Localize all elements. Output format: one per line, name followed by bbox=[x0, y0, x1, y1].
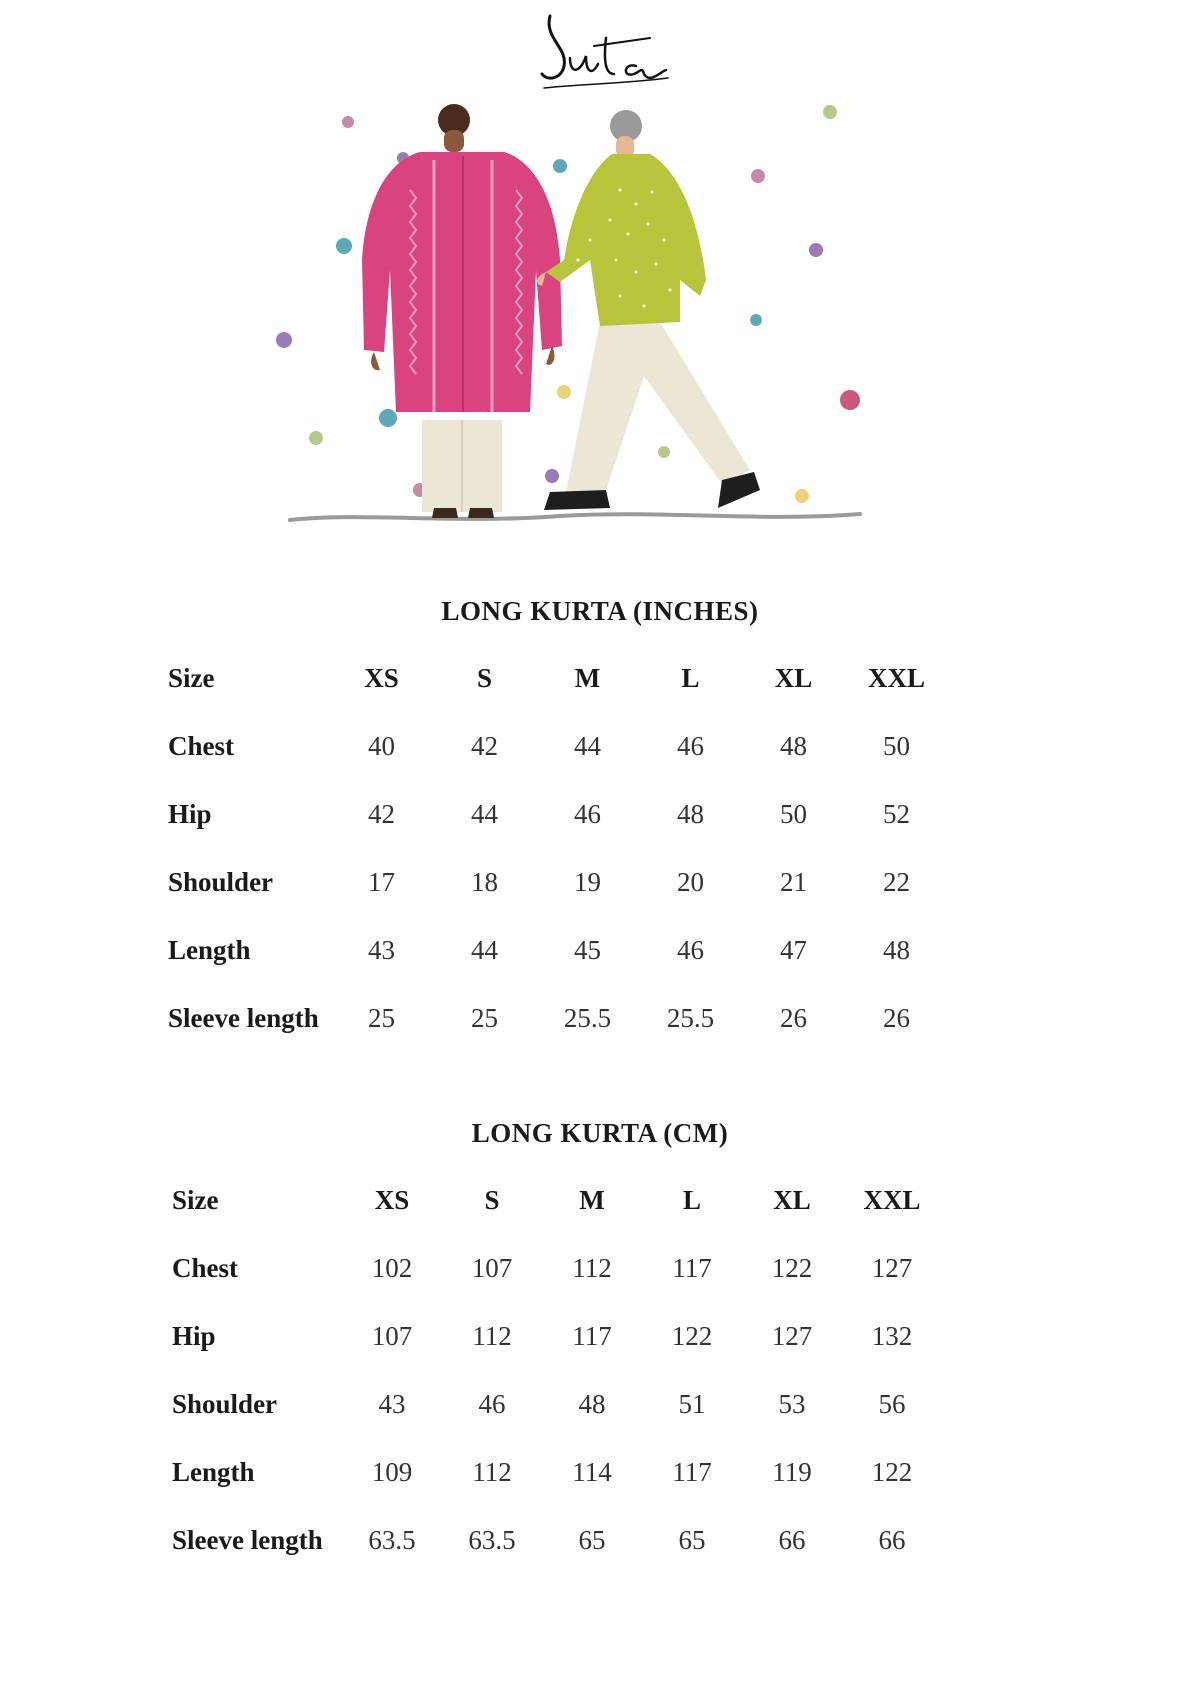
table-cell: 51 bbox=[678, 1388, 706, 1419]
row-label: Shoulder bbox=[168, 866, 274, 897]
table-cell: 46 bbox=[677, 730, 704, 761]
table-cell: 102 bbox=[371, 1252, 413, 1283]
size-col-xl: XL bbox=[773, 1184, 811, 1215]
table-row bbox=[172, 1370, 942, 1438]
size-col-s: S bbox=[476, 662, 493, 693]
table-cell: 112 bbox=[472, 1320, 512, 1351]
table-cell: 52 bbox=[883, 798, 910, 829]
table-cell: 63.5 bbox=[468, 1524, 516, 1555]
table-row bbox=[172, 1438, 942, 1506]
table-cell: 42 bbox=[368, 798, 395, 829]
table-cell: 132 bbox=[871, 1320, 913, 1351]
table-cell: 63.5 bbox=[368, 1524, 416, 1555]
table-cell: 117 bbox=[672, 1252, 712, 1283]
table-cell: 117 bbox=[672, 1456, 712, 1487]
table-header-row bbox=[172, 1166, 942, 1234]
row-label: Chest bbox=[172, 1252, 238, 1283]
table-cell: 19 bbox=[574, 866, 601, 897]
table-cell: 26 bbox=[883, 1002, 910, 1033]
table-cell: 122 bbox=[871, 1456, 913, 1487]
row-label: Chest bbox=[168, 730, 234, 761]
table-cell: 56 bbox=[878, 1388, 906, 1419]
table-cell: 65 bbox=[678, 1524, 706, 1555]
table-cell: 20 bbox=[677, 866, 704, 897]
size-table-inches bbox=[168, 644, 948, 1052]
size-col-l: L bbox=[682, 1184, 701, 1215]
table-cell: 50 bbox=[780, 798, 807, 829]
table-cell: 44 bbox=[574, 730, 601, 761]
table-cell: 42 bbox=[471, 730, 498, 761]
size-col-m: M bbox=[574, 662, 601, 693]
table-cell: 48 bbox=[883, 934, 910, 965]
table-cell: 25 bbox=[368, 1002, 395, 1033]
table-cell: 45 bbox=[574, 934, 601, 965]
table-cell: 127 bbox=[771, 1320, 813, 1351]
table-cell: 25.5 bbox=[563, 1002, 612, 1033]
table-cell: 22 bbox=[883, 866, 910, 897]
figure-right bbox=[537, 110, 760, 510]
table-cell: 47 bbox=[780, 934, 807, 965]
table-cell: 17 bbox=[368, 866, 395, 897]
table-cell: 25 bbox=[471, 1002, 498, 1033]
table-header-row bbox=[168, 644, 948, 712]
table-cell: 107 bbox=[371, 1320, 413, 1351]
size-col-m: M bbox=[579, 1184, 605, 1215]
table-cell: 65 bbox=[578, 1524, 606, 1555]
size-table-cm bbox=[172, 1166, 942, 1574]
table-cell: 18 bbox=[471, 866, 498, 897]
table-cell: 21 bbox=[780, 866, 807, 897]
table-cell: 122 bbox=[671, 1320, 713, 1351]
table-cell: 122 bbox=[771, 1252, 813, 1283]
table-row bbox=[172, 1234, 942, 1302]
table-cell: 48 bbox=[780, 730, 807, 761]
table-cell: 43 bbox=[368, 934, 395, 965]
table-cell: 66 bbox=[778, 1524, 806, 1555]
table-cell: 50 bbox=[883, 730, 910, 761]
row-label: Length bbox=[172, 1456, 255, 1487]
row-label: Shoulder bbox=[172, 1388, 278, 1419]
table-cell: 112 bbox=[572, 1252, 612, 1283]
table-cell: 127 bbox=[871, 1252, 913, 1283]
table-cell: 40 bbox=[368, 730, 395, 761]
table-cell: 114 bbox=[572, 1456, 612, 1487]
row-label: Sleeve length bbox=[168, 1002, 319, 1033]
row-label: Hip bbox=[168, 798, 212, 829]
table-cell: 119 bbox=[772, 1456, 812, 1487]
figure-left bbox=[362, 104, 562, 518]
table-cell: 112 bbox=[472, 1456, 512, 1487]
size-col-s: S bbox=[484, 1184, 500, 1215]
table-cell: 66 bbox=[878, 1524, 906, 1555]
row-label: Sleeve length bbox=[172, 1524, 323, 1555]
table-row bbox=[172, 1506, 942, 1574]
size-col-xxl: XXL bbox=[863, 1184, 921, 1215]
size-header: Size bbox=[168, 662, 215, 693]
size-col-xl: XL bbox=[774, 662, 813, 693]
table-cell: 46 bbox=[574, 798, 601, 829]
table-row bbox=[168, 780, 948, 848]
table-title-cm: LONG KURTA (CM) bbox=[471, 1118, 729, 1148]
table-cell: 44 bbox=[471, 934, 498, 965]
table-row bbox=[168, 916, 948, 984]
table-cell: 117 bbox=[572, 1320, 612, 1351]
table-cell: 48 bbox=[578, 1388, 606, 1419]
table-cell: 53 bbox=[778, 1388, 806, 1419]
size-col-xs: XS bbox=[374, 1184, 410, 1215]
table-cell: 48 bbox=[677, 798, 704, 829]
table-cell: 43 bbox=[378, 1388, 406, 1419]
table-title-inches: LONG KURTA (INCHES) bbox=[441, 596, 759, 626]
kurta-illustration bbox=[260, 100, 940, 580]
table-row bbox=[168, 712, 948, 780]
size-col-xs: XS bbox=[364, 662, 399, 693]
table-row bbox=[172, 1302, 942, 1370]
table-cell: 46 bbox=[478, 1388, 506, 1419]
size-col-l: L bbox=[681, 662, 700, 693]
table-cell: 109 bbox=[371, 1456, 413, 1487]
table-cell: 46 bbox=[677, 934, 704, 965]
table-cell: 44 bbox=[471, 798, 498, 829]
size-header: Size bbox=[172, 1184, 219, 1215]
row-label: Length bbox=[168, 934, 251, 965]
suta-logo bbox=[540, 8, 670, 98]
table-cell: 26 bbox=[780, 1002, 807, 1033]
table-cell: 107 bbox=[471, 1252, 513, 1283]
table-row bbox=[168, 984, 948, 1052]
size-col-xxl: XXL bbox=[867, 662, 925, 693]
row-label: Hip bbox=[172, 1320, 216, 1351]
table-cell: 25.5 bbox=[666, 1002, 715, 1033]
table-row bbox=[168, 848, 948, 916]
